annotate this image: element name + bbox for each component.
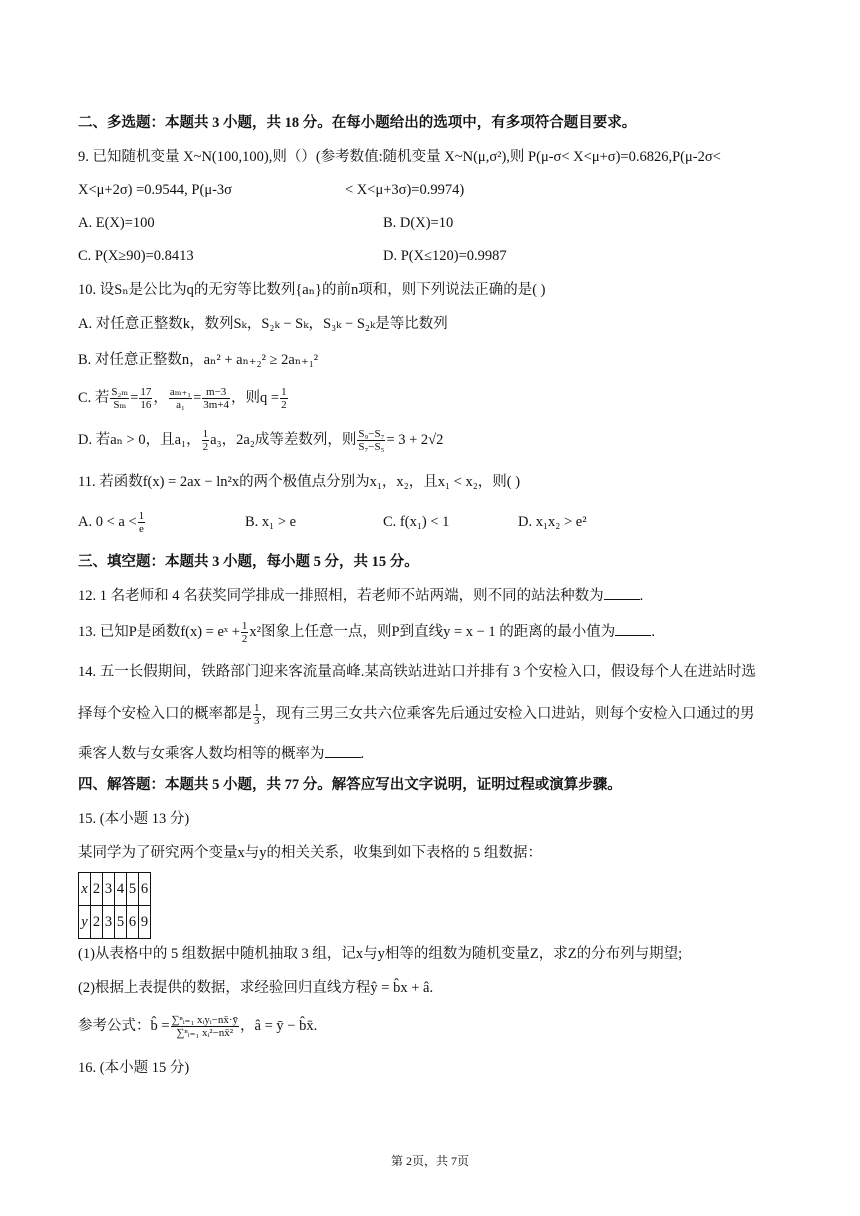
- q10-option-b: B. 对任意正整数n，aₙ² + aₙ₊₂² ≥ 2aₙ₊₁²: [78, 352, 319, 368]
- table-cell: y: [79, 906, 91, 939]
- q10-d-middle: a₃，2a₂成等差数列，则: [210, 431, 357, 448]
- fraction-denominator: 2: [202, 441, 209, 453]
- q13-body: x²图象上任意一点，则P到直线y = x − 1 的距离的最小值为: [249, 623, 616, 640]
- q10-c-fraction-4: [202, 386, 230, 411]
- fraction-denominator: e: [138, 523, 144, 535]
- q14-line1: 14. 五一长假期间，铁路部门迎来客流量高峰.某高铁站进站口并排有 3 个安检入口，假设每个人在进站时选: [78, 664, 756, 680]
- q11-option-b: B. x₁ > e: [245, 514, 297, 530]
- q12-text: [78, 585, 643, 606]
- table-cell: 2: [91, 906, 103, 939]
- fraction-numerator: 17: [140, 386, 152, 398]
- table-cell: 3: [103, 906, 115, 939]
- q13-prefix: 13. 已知P是函数f(x) = eˣ +: [78, 623, 240, 640]
- table-cell: 3: [103, 873, 115, 906]
- q10-d-prefix: D. 若aₙ > 0，且a₁，: [78, 431, 201, 448]
- formula-prefix: 参考公式：b̂ =: [78, 1017, 170, 1034]
- q9-stem-line2b: < X<μ+3σ)=0.9974): [345, 182, 465, 198]
- q11-option-a: [78, 510, 146, 535]
- fraction-denominator: Sₘ: [113, 399, 127, 411]
- fraction-numerator: m−3: [202, 386, 230, 399]
- q9-stem-line1: 9. 已知随机变量 X~N(100,100),则（）(参考数值:随机变量 X~N(μ,σ²),则 P(μ-σ< X<μ+σ)=0.6826,P(μ-2σ<: [78, 149, 721, 165]
- formula-suffix: ，â = ȳ − b̂x̄.: [240, 1017, 318, 1034]
- table-cell: 9: [139, 906, 151, 939]
- q14-line3: [78, 743, 364, 764]
- q14-fraction: [253, 702, 261, 727]
- fraction-denominator: 3: [254, 715, 260, 727]
- fraction-numerator: 1: [202, 428, 209, 440]
- q9-option-a: A. E(X)=100: [78, 215, 155, 231]
- section-heading-fill-in: 三、填空题：本题共 3 小题，每小题 5 分，共 15 分。: [78, 554, 419, 570]
- q15-part2: (2)根据上表提供的数据，求经验回归直线方程ŷ = b̂x + â.: [78, 980, 434, 996]
- q9-option-d: D. P(X≤120)=0.9987: [383, 248, 507, 264]
- table-cell: 6: [139, 873, 151, 906]
- table-cell: 5: [127, 873, 139, 906]
- table-cell: x: [79, 873, 91, 906]
- q10-option-a: A. 对任意正整数k，数列Sₖ，S₂ₖ − Sₖ，S₃ₖ − S₂ₖ是等比数列: [78, 316, 448, 332]
- section-heading-multiple-choice: 二、多选题：本题共 3 小题，共 18 分。在每小题给出的选项中，有多项符合题目要求。: [78, 115, 637, 131]
- fraction-denominator: 2: [281, 399, 287, 411]
- q11-option-d: D. x₁x₂ > e²: [518, 514, 587, 530]
- fraction-denominator: 16: [140, 399, 152, 411]
- q14-line2-prefix: 择每个安检入口的概率都是: [78, 705, 252, 722]
- q9-option-c: C. P(X≥90)=0.8413: [78, 248, 194, 264]
- q10-c-fraction-2: [139, 386, 152, 411]
- fraction-numerator: ∑ⁿᵢ₌₁ xᵢyᵢ−nx̄·ȳ: [171, 1014, 239, 1026]
- q10-c-prefix: C. 若: [78, 389, 110, 406]
- q15-data-table: [78, 872, 151, 939]
- q13-text: [78, 620, 655, 645]
- answer-blank: [325, 743, 361, 758]
- fraction-numerator: S₉−S₇: [358, 428, 385, 440]
- answer-blank: [615, 621, 651, 636]
- q10-d-suffix: = 3 + 2√2: [386, 431, 444, 448]
- q10-option-d: [78, 428, 443, 453]
- fraction-denominator: 3m+4: [203, 399, 230, 411]
- table-row: [79, 873, 151, 906]
- fraction-numerator: 1: [254, 702, 260, 714]
- table-cell: 6: [127, 906, 139, 939]
- q11-stem: 11. 若函数f(x) = 2ax − ln²x的两个极值点分别为x₁，x₂，且x₁ < x₂，则( ): [78, 474, 521, 490]
- fraction-denominator: 2: [241, 633, 248, 645]
- q15-title: 15. (本小题 13 分): [78, 811, 190, 827]
- q14-line3-body: 乘客人数与女乘客人数均相等的概率为: [78, 746, 325, 762]
- q15-reference-formula: [78, 1014, 317, 1039]
- q14-period: .: [360, 746, 365, 762]
- q11-a-prefix: A. 0 < a <: [78, 513, 137, 530]
- q13-period: .: [651, 623, 655, 640]
- q10-option-c: [78, 386, 289, 411]
- q10-c-middle: ，则q =: [231, 389, 280, 406]
- q9-option-b: B. D(X)=10: [383, 215, 454, 231]
- page-footer: 第 2页，共 7页: [390, 1154, 469, 1168]
- q12-period: .: [639, 588, 644, 604]
- q10-c-fraction-3: [169, 386, 192, 411]
- q9-stem-line2a: X<μ+2σ) =0.9544, P(μ-3σ: [78, 182, 232, 198]
- regression-slope-fraction: [171, 1014, 239, 1039]
- q13-fraction: [241, 620, 249, 645]
- fraction-denominator: a₁: [176, 399, 185, 411]
- q12-body: 12. 1 名老师和 4 名获奖同学排成一排照相，若老师不站两端，则不同的站法种数为: [78, 588, 604, 604]
- q15-part1: (1)从表格中的 5 组数据中随机抽取 3 组，记x与y相等的组数为随机变量Z，求Z的分布列与期望;: [78, 946, 683, 962]
- equals-sign: =: [193, 389, 202, 406]
- q10-c-fraction-1: [110, 386, 129, 411]
- q14-line2: [78, 702, 755, 727]
- fraction-numerator: 1: [241, 620, 248, 632]
- table-row: [79, 906, 151, 939]
- q11-a-fraction: [138, 510, 146, 535]
- answer-blank: [604, 585, 640, 600]
- q16-title: 16. (本小题 15 分): [78, 1060, 190, 1076]
- equals-sign: =: [130, 389, 139, 406]
- table-cell: 2: [91, 873, 103, 906]
- fraction-numerator: 1: [138, 510, 145, 522]
- section-heading-solutions: 四、解答题：本题共 5 小题，共 77 分。解答应写出文字说明，证明过程或演算步骤。: [78, 777, 622, 793]
- table-cell: 5: [115, 906, 127, 939]
- separator: ，: [153, 389, 168, 406]
- q10-c-fraction-5: [280, 386, 288, 411]
- q10-stem: 10. 设Sₙ是公比为q的无穷等比数列{aₙ}的前n项和，则下列说法正确的是( ): [78, 282, 546, 298]
- q14-line2-suffix: ，现有三男三女共六位乘客先后通过安检入口进站，则每个安检入口通过的男: [261, 705, 755, 722]
- table-cell: 4: [115, 873, 127, 906]
- fraction-numerator: S₂ₘ: [111, 386, 129, 398]
- q15-intro: 某同学为了研究两个变量x与y的相关关系，收集到如下表格的 5 组数据：: [78, 845, 542, 861]
- q11-option-c: C. f(x₁) < 1: [383, 514, 450, 530]
- fraction-denominator: S₇−S₅: [358, 441, 385, 453]
- fraction-numerator: 1: [281, 386, 287, 398]
- q10-d-fraction-2: [357, 428, 385, 453]
- q10-d-fraction-1: [202, 428, 210, 453]
- fraction-numerator: aₘ₊₁: [169, 386, 192, 398]
- fraction-denominator: ∑ⁿᵢ₌₁ xᵢ²−nx̄²: [176, 1027, 234, 1039]
